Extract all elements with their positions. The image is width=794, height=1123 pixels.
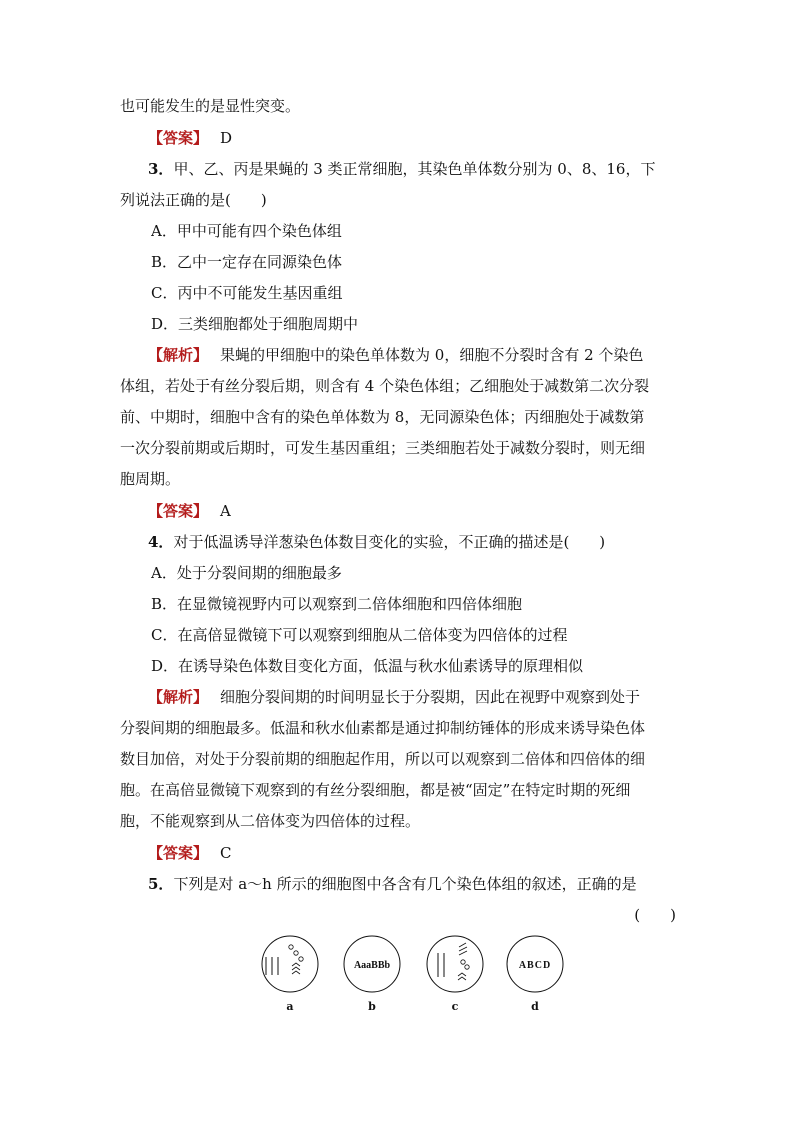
cell-b	[344, 936, 400, 992]
q4-option-b: B．在显微镜视野内可以观察到二倍体细胞和四倍体细胞	[151, 595, 523, 613]
answer-value: D	[220, 129, 233, 147]
answer-value: A	[220, 502, 231, 520]
cell-diagram	[0, 935, 794, 1015]
question-number: 5．	[148, 875, 174, 893]
q4-option-c: C．在高倍显微镜下可以观察到细胞从二倍体变为四倍体的过程	[151, 626, 568, 644]
cell-label-d: d	[531, 1000, 539, 1013]
analysis-tag: 【解析】	[148, 688, 209, 706]
q3-option-d: D．三类细胞都处于细胞周期中	[151, 315, 359, 333]
question-3-stem-cont: 列说法正确的是( )	[120, 191, 267, 209]
cell-label-b: b	[368, 1000, 376, 1013]
q3-option-b: B．乙中一定存在同源染色体	[151, 253, 343, 271]
q3-analysis-line-1: 【解析】 果蝇的甲细胞中的染色单体数为 0，细胞不分裂时含有 2 个染色	[148, 346, 644, 364]
cell-figure	[0, 935, 794, 1015]
question-4-stem: 4．对于低温诱导洋葱染色体数目变化的实验，不正确的描述是( )	[148, 533, 606, 551]
q3-analysis-line-5: 胞周期。	[120, 470, 181, 488]
question-number: 4．	[148, 533, 174, 551]
answer-tag: 【答案】	[148, 844, 209, 862]
q4-analysis-line-5: 胞，不能观察到从二倍体变为四倍体的过程。	[120, 812, 421, 830]
q4-analysis-line-2: 分裂间期的细胞最多。低温和秋水仙素都是通过抑制纺锤体的形成来诱导染色体	[120, 719, 646, 737]
q4-analysis-line-4: 胞。在高倍显微镜下观察到的有丝分裂细胞，都是被“固定”在特定时期的死细	[120, 781, 631, 799]
question-5-answer-paren: ( )	[634, 906, 676, 924]
prev-question-tail: 也可能发生的是显性突变。	[120, 97, 301, 115]
q4-analysis-line-3: 数目加倍，对处于分裂前期的细胞起作用，所以可以观察到二倍体和四倍体的细	[120, 750, 646, 768]
q4-analysis-line-1: 【解析】 细胞分裂间期的时间明显长于分裂期，因此在视野中观察到处于	[148, 688, 641, 706]
q3-option-c: C．丙中不可能发生基因重组	[151, 284, 343, 302]
question-number: 3．	[148, 160, 174, 178]
cell-c	[427, 936, 483, 992]
answer-tag: 【答案】	[148, 502, 209, 520]
q3-analysis-line-3: 前、中期时，细胞中含有的染色单体数为 8，无同源染色体；丙细胞处于减数第	[120, 408, 645, 426]
cell-d	[507, 936, 563, 992]
cell-b-genes: AaaBBb	[353, 960, 391, 971]
cell-label-c: c	[451, 1000, 459, 1013]
answer-q3	[148, 501, 704, 521]
cell-label-a: a	[286, 1000, 294, 1013]
answer-q2	[148, 128, 704, 148]
answer-value: C	[220, 844, 232, 862]
question-3-stem: 3．甲、乙、丙是果蝇的 3 类正常细胞，其染色单体数分别为 0、8、16，下	[148, 160, 656, 178]
question-5-stem: 5．下列是对 a～h 所示的细胞图中各含有几个染色体组的叙述，正确的是	[148, 875, 637, 893]
q4-option-d: D．在诱导染色体数目变化方面，低温与秋水仙素诱导的原理相似	[151, 657, 584, 675]
answer-q4	[148, 843, 704, 863]
q4-option-a: A．处于分裂间期的细胞最多	[151, 564, 342, 582]
cell-d-genes: ABCD	[518, 960, 552, 971]
answer-tag: 【答案】	[148, 129, 209, 147]
q3-analysis-line-2: 体组，若处于有丝分裂后期，则含有 4 个染色体组；乙细胞处于减数第二次分裂	[120, 377, 650, 395]
cell-a	[262, 936, 318, 992]
q3-option-a: A．甲中可能有四个染色体组	[151, 222, 342, 240]
q3-analysis-line-4: 一次分裂前期或后期时，可发生基因重组；三类细胞若处于减数分裂时，则无细	[120, 439, 646, 457]
analysis-tag: 【解析】	[148, 346, 209, 364]
